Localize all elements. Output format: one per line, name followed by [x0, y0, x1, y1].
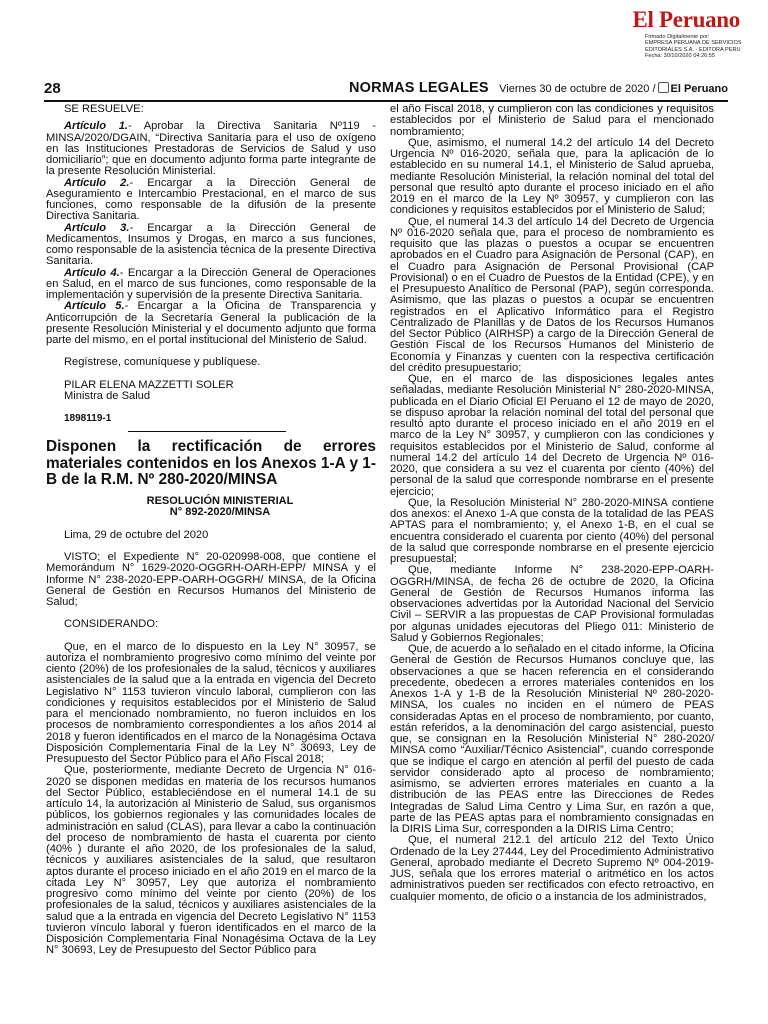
date-text: Viernes 30 de octubre de 2020 / [499, 83, 656, 95]
article-label: Artículo 2. [64, 176, 130, 189]
paragraph: el año Fiscal 2018, y cumplieron con las condiciones y requisitos establecidos por el Ministerio de Salud para el mencionado nombramiento; [390, 103, 714, 138]
closing-formula: Regístrese, comuníquese y publíquese. [64, 356, 261, 369]
paragraph: Que, mediante Informe N° 238-2020-EPP-OARH-OGGRH/MINSA, de fecha 26 de octubre de 2020, la Oficina General de Gestión de Recursos Humanos informa las observaciones advertidas por la Autoridad Nacional del Servicio Civil – SERVIR a las propuestas de CAP Provisional formuladas por algunas unidades ejecutoras del Pliego 011: Ministerio de Salud y Gobiernos Regionales; [390, 564, 714, 644]
page-number: 28 [44, 80, 61, 97]
resuelve: SE RESUELVE: [64, 103, 144, 115]
article-label: Artículo 4. [64, 266, 120, 279]
header-rule [44, 100, 728, 102]
paragraph: Que, la Resolución Ministerial N° 280-2020-MINSA contiene dos anexos: el Anexo 1-A que consta de la totalidad de las PEAS APTAS para el nombramiento; y, el Anexo 1-B, en el cual se encuentra considerado el cuarenta por ciento (40%) del personal de la salud que corresponde nombrarse en el presente ejercicio presupuestal; [390, 496, 714, 565]
left-column [46, 104, 376, 957]
paragraph: Que, en el marco de lo dispuesto en la Ley N° 30957, se autoriza el nombramiento progresivo como mínimo del veinte por ciento (20%) de los profesionales de la salud, técnicos y auxiliares asistenciales de la salud que a la entrada en vigencia del Decreto Legislativo N° 1153 tuvieron vínculo laboral, cumplieron con las condiciones y requisitos establecidos por el Ministerio de Salud para el mencionado nombramiento, no fueron incluidos en los procesos de nombramiento correspondientes a los años 2014 al 2018 y fueron identificados en el marco de la Nonagésima Octava Disposición Complementaria Final de la Ley N° 30693, Ley de Presupuesto del Sector Público para el Año Fiscal 2018; [46, 640, 376, 765]
paragraph: Que, el numeral 212.1 del artículo 212 del Texto Único Ordenado de la Ley 27444, Ley del Procedimiento Administrativo General, aprobado mediante el Decreto Supremo Nº 004-2019-JUS, señala que los errores material o aritmético en los actos administrativos pueden ser rectificados con efecto retroactivo, en cualquier momento, de oficio o a instancia de los administrados, [390, 834, 714, 903]
considerando-heading: CONSIDERANDO: [64, 618, 159, 631]
visto: VISTO; el Expediente N° 20-020998-008, que contiene el Memorándum N° 1629-2020-OGGRH-OARH-EPP/ MINSA y el Informe N° 238-2020-EPP-OARH-OGGRH/ MINSA, de la Oficina General de Gestión en Recursos Humanos del Ministerio de Salud; [46, 551, 376, 608]
brand [590, 8, 740, 32]
digital-signature [645, 34, 755, 60]
article-label: Artículo 3. [64, 221, 130, 234]
resolution-label: RESOLUCIÓN MINISTERIAL [146, 494, 294, 507]
article-label: Artículo 1. [64, 120, 128, 133]
paragraph: Que, posteriormente, mediante Decreto de Urgencia N° 016-2020 se disponen medidas en materia de los recursos humanos del Sector Público, estableciéndose en el numeral 14.1 de su artículo 14, la autorización al Ministerio de Salud, sus organismos públicos, los gobiernos regionales y las comunidades locales de administración en salud (CLAS), para llevar a cabo la continuación del proceso de nombramiento de hasta el cuarenta por ciento (40% ) durante el año 2020, de los profesionales de la salud, técnicos y auxiliares asistenciales de la salud, que resultaron aptos durante el proceso iniciado en el año 2019 en el marco de la citada Ley N° 30957, Ley que autoriza el nombramiento progresivo como mínimo del veinte por ciento (20%) de los profesionales de la salud, técnicos y auxiliares asistenciales de la salud que a la entrada en vigencia del Decreto Legislativo N° 1153 tuvieron vínculo laboral y fueron identificados en el marco de la Disposición Complementaria Final Nonagésima Octava de la Ley N° 30693, Ley de Presupuesto del Sector Público para [46, 764, 376, 957]
paragraph: Que, asimismo, el numeral 14.2 del artículo 14 del Decreto Urgencia Nº 016-2020, señala que, para la aplicación de lo establecido en su numeral 14.1, el Ministerio de Salud aprueba, mediante Resolución Ministerial, la relación nominal del total del personal que resultó apto durante el proceso iniciado en el año 2019 en el marco de la Ley Nº 30957, y cumplieron con las condiciones y requisitos establecidos por el Ministerio de Salud; [390, 136, 714, 217]
issue-date [499, 82, 728, 95]
article-4 [46, 268, 376, 302]
signature-line: Fecha: 30/10/2020 04:26:55 [645, 53, 715, 60]
signer-role: Ministra de Salud [64, 389, 151, 402]
right-column [390, 104, 714, 903]
paragraph: Que, en el marco de las disposiciones legales antes señaladas, mediante Resolución Ministerial N° 280-2020-MINSA, publicada en el Diario Oficial El Peruano el 12 de mayo de 2020, se dispuso aprobar la relación nominal del total del personal que resultó apto durante el proceso iniciado en el año 2019 en el marco de la Ley N° 30957, y cumplieron con las condiciones y requisitos establecidos por el Ministerio de Salud, conforme al numeral 14.2 del artículo 14 del Decreto de Urgencia Nº 016-2020, que considera a su vez el cuarenta por ciento (40%) del personal de la salud que corresponde nombrarse en el presente ejercicio; [390, 373, 714, 498]
paragraph: Que, de acuerdo a lo señalado en el citado informe, la Oficina General de Gestión de Recursos Humanos concluye que, las observaciones a que se hacen referencia en el considerando precedente, obedecen a errores materiales contenidos en los Anexos 1-A y 1-B de la Resolución Ministerial Nº 280-2020-MINSA, los cuales no inciden en el número de PEAS consideradas Aptas en el proceso de nombramiento, por cuanto, están referidos, a la denominación del cargo asistencial, puesto que, se consignan en la Resolución Ministerial N° 280-2020/ MINSA como “Auxiliar/Técnico Asistencial”, cuando corresponde que se indique el cargo en atención al perfil del puesto de cada servidor considerado apto al proceso de nombramiento; asimismo, se advierten errores materiales en cuanto a la distribución de las PEAS entre las Direcciones de Redes Integradas de Salud Lima Centro y Lima Sur, en razón a que, parte de las PEAS aptas para el nombramiento consignadas en la DIRIS Lima Sur, corresponden a la DIRIS Lima Centro; [390, 643, 714, 835]
signature-line: EDITORIALES S.A. - EDITORA PERU [645, 46, 741, 53]
coat-of-arms-icon [658, 82, 669, 93]
el-peruano-logo: El Peruano [632, 7, 740, 32]
signer-name: PILAR ELENA MAZZETTI SOLER [64, 378, 234, 391]
publication-code: 1898119-1 [64, 413, 112, 424]
article-2 [46, 178, 376, 223]
article-1 [46, 121, 376, 177]
place-date: Lima, 29 de octubre del 2020 [64, 528, 209, 541]
article-3 [46, 223, 376, 268]
article-text: - Encargar a la Dirección General de Aseguramiento e Intercambio Prestacional, en el marco de sus funciones, como responsable de la difusión de la presente Directiva Sanitaria. [46, 176, 376, 223]
section-title: NORMAS LEGALES [349, 80, 489, 96]
signature-line: EMPRESA PERUANA DE SERVICIOS [645, 40, 742, 47]
article-label: Artículo 5. [64, 300, 125, 313]
paper-name: El Peruano [670, 83, 728, 95]
page-header [44, 78, 728, 100]
separator-rule [128, 431, 286, 432]
paragraph: Que, el numeral 14.3 del artículo 14 del Decreto de Urgencia Nº 016-2020 señala que, para el proceso de nombramiento es requisito que las plazas o puestos a ocupar se encuentren aprobados en el Cuadro para Asignación de Personal (CAP), en el Cuadro para Asignación de Personal Provisional (CAP Provisional) o en el Cuadro de Puestos de la Entidad (CPE), y en el Presupuesto Analítico de Personal (PAP), según corresponda. Asimismo, que las plazas o puestos a ocupar se encuentren registrados en el Aplicativo Informático para el Registro Centralizado de Planillas y de Datos de los Recursos Humanos del Sector Público (AIRHSP) a cargo de la Dirección General de Gestión Fiscal de los Recursos Humanos del Ministerio de Economía y Finanzas y cuenten con la respectiva certificación del crédito presupuestario; [390, 215, 714, 374]
article-text: - Encargar a la Dirección General de Medicamentos, Insumos y Drogas, en marco a sus funciones, como responsable de la asistencia técnica de la presente Directiva Sanitaria. [46, 221, 376, 268]
norm-title: Disponen la rectificación de errores materiales contenidos en los Anexos 1-A y 1-B de la R.M. Nº 280-2020/MINSA [46, 438, 376, 489]
article-5 [46, 301, 376, 346]
resolution-number: N° 892-2020/MINSA [169, 506, 271, 519]
article-text: - Encargar a la Dirección General de Operaciones en Salud, en el marco de sus funciones, como responsable de la implementación y supervisión de la presente Directiva Sanitaria. [46, 266, 376, 301]
article-text: - Aprobar la Directiva Sanitaria Nº119 - MINSA/2020/DGAIN, “Directiva Sanitaria para el uso de oxígeno en las Instituciones Prestadoras de Servicios de Salud y uso domiciliario”; que en documento adjunto forma parte integrante de la presente Resolución Ministerial. [46, 120, 376, 178]
signature-line: Firmado Digitalmente por: [645, 34, 710, 40]
article-text: - Encargar a la Oficina de Transparencia y Anticorrupción de la Secretaría General la publicación de la presente Resolución Ministerial y el documento adjunto que forma parte del mismo, en el portal institucional del Ministerio de Salud. [46, 300, 376, 346]
